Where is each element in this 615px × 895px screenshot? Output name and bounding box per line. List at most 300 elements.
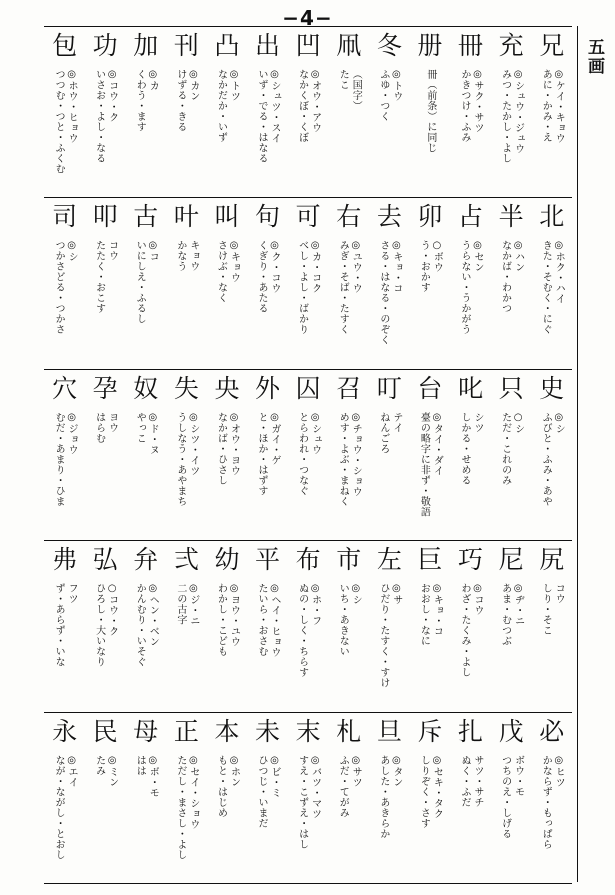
kanji-character: 本 (214, 716, 240, 746)
kanji-entry (328, 370, 369, 540)
reading-text: ◎キョウ (228, 240, 240, 284)
reading-text: べし・よし・ばかり (296, 240, 308, 335)
kanji-entry (450, 370, 491, 540)
reading-text: ◎コウ (472, 583, 484, 616)
reading-text: （国字） (350, 69, 362, 111)
kanji-character: 弍 (173, 545, 199, 575)
kanji-entry (288, 198, 329, 368)
kanji-character: 平 (255, 545, 281, 575)
kanji-character: 右 (336, 202, 362, 232)
kanji-entry (247, 370, 288, 540)
reading-text: ◎コ (147, 240, 159, 263)
kanji-entry (410, 370, 451, 540)
reading-text: ◎ヒツ (553, 754, 565, 788)
reading-text: ◎セキ・タク (431, 754, 443, 819)
kanji-readings (214, 412, 239, 486)
reading-text: いち・あきない (337, 583, 349, 657)
reading-text: みぎ・そば・たすく (337, 240, 349, 335)
kanji-entry (247, 713, 288, 883)
reading-text: ひろし・大いなり (93, 583, 105, 668)
reading-text: ◎トウ (390, 69, 402, 102)
kanji-entry (491, 27, 532, 197)
reading-text: ふびと・ふみ・あや (540, 411, 552, 507)
kanji-readings (52, 240, 77, 335)
reading-text: ◎ホウ・ヒョウ (66, 69, 78, 144)
kanji-entry (85, 27, 126, 197)
kanji-readings (296, 583, 321, 678)
kanji-character: 叮 (376, 373, 402, 403)
reading-text: やっこ (134, 411, 146, 444)
kanji-entry (288, 27, 329, 197)
kanji-readings (458, 583, 483, 678)
reading-text: さる・はなる・のぞく (377, 240, 389, 346)
reading-text: つかさどる・つかさ (53, 240, 65, 335)
kanji-entry (531, 370, 572, 540)
table-row (44, 197, 572, 368)
kanji-entry (85, 713, 126, 883)
reading-text: ◎カン (187, 69, 199, 102)
kanji-entry (85, 198, 126, 368)
kanji-character: 未 (255, 716, 281, 746)
kanji-readings (377, 412, 402, 454)
kanji-readings (255, 69, 280, 164)
reading-text: ひつじ・いまだ (256, 754, 268, 829)
kanji-character: 扎 (458, 716, 484, 746)
kanji-readings (93, 69, 118, 164)
reading-text: ◎シ (66, 240, 78, 263)
kanji-readings (174, 69, 199, 132)
kanji-character: 凹 (295, 31, 321, 60)
reading-text: ◎オウ・アウ (309, 69, 321, 133)
reading-text: ◎サツ (350, 754, 362, 788)
kanji-character: 旦 (376, 716, 402, 746)
reading-text: ◎サク・サツ (472, 69, 484, 133)
reading-text: ◎シツ・イツ (187, 411, 199, 476)
reading-text: ◎ユウ・ウ (350, 240, 362, 294)
reading-text: なかだか・いず (215, 69, 227, 143)
reading-text: いず・でる・はなる (256, 69, 268, 164)
reading-text: ◎ミン (106, 754, 118, 788)
kanji-entry (207, 27, 248, 197)
kanji-character: 占 (458, 202, 484, 232)
kanji-readings (458, 69, 483, 143)
kanji-character: 左 (376, 545, 402, 575)
kanji-entry (369, 541, 410, 711)
kanji-character: 央 (214, 373, 240, 403)
kanji-readings (499, 69, 524, 164)
reading-text: たたく・おこす (93, 240, 105, 314)
kanji-character: 史 (539, 373, 565, 403)
reading-text: たみ (93, 754, 105, 776)
kanji-readings (214, 240, 239, 303)
kanji-entry (288, 713, 329, 883)
reading-text: たこ (337, 69, 349, 90)
reading-text: ○シ (512, 411, 524, 434)
reading-text: くぎり・あたる (256, 240, 268, 314)
kanji-character: 功 (92, 31, 118, 60)
kanji-entry (247, 27, 288, 197)
reading-text: みつ・たかし・よし (499, 69, 511, 164)
kanji-readings (458, 755, 483, 808)
reading-text: ◎ボ・モ (147, 754, 159, 798)
kanji-readings (296, 412, 321, 496)
kanji-readings (417, 583, 442, 646)
kanji-readings (214, 69, 239, 143)
kanji-entry (166, 541, 207, 711)
page-number: −4− (282, 6, 333, 30)
kanji-readings (336, 755, 361, 818)
reading-text: ◎コウ・ク (106, 69, 118, 123)
kanji-entry (125, 370, 166, 540)
kanji-character: 正 (173, 716, 199, 746)
reading-text: ふゆ・つく (377, 69, 389, 122)
reading-text: ただ・これのみ (499, 411, 511, 486)
reading-text: ◎キョ・コ (390, 240, 402, 294)
reading-text: テイ (390, 411, 402, 433)
kanji-entry (44, 198, 85, 368)
kanji-character: 册 (417, 31, 443, 60)
kanji-character: 戊 (498, 716, 524, 746)
kanji-character: 刊 (173, 31, 199, 60)
reading-text: ◎ハン (512, 240, 524, 273)
reading-text: しかる・せめる (459, 411, 471, 486)
reading-text: あした・あきらか (377, 754, 389, 839)
reading-text: ◎ガイ・ゲ (269, 411, 281, 466)
reading-text: ◎ジ・ニ (187, 583, 199, 627)
reading-text: あま・むつぶ (499, 583, 511, 647)
section-label: 五画 (584, 38, 604, 76)
reading-text: いさお・よし・なる (93, 69, 105, 164)
reading-text: ◎ヘン・ベン (147, 583, 159, 648)
reading-text: ねんごろ (377, 411, 389, 454)
reading-text: ◎エイ (66, 754, 78, 788)
kanji-readings (52, 583, 77, 667)
kanji-readings (539, 240, 564, 335)
kanji-character: 凧 (336, 31, 362, 60)
reading-text: わかし・こども (215, 583, 227, 657)
kanji-readings (458, 240, 483, 335)
reading-text: コウ (106, 240, 118, 262)
kanji-entry (491, 198, 532, 368)
kanji-readings (539, 69, 564, 144)
kanji-readings (296, 69, 321, 143)
kanji-character: 兄 (539, 31, 565, 60)
kanji-readings (539, 755, 564, 850)
reading-text: おおし・なに (418, 583, 430, 647)
reading-text: ◎ビ・ミ (269, 754, 281, 798)
kanji-entry (450, 198, 491, 368)
reading-text: かんむり・いそぐ (134, 583, 146, 668)
reading-text: キョウ (187, 240, 199, 272)
kanji-character: 叫 (214, 202, 240, 232)
kanji-character: 母 (133, 716, 159, 746)
kanji-character: 斥 (417, 716, 443, 746)
kanji-entry (328, 541, 369, 711)
kanji-character: 句 (255, 202, 281, 232)
kanji-entry (125, 713, 166, 883)
reading-text: ◎タン (390, 754, 402, 788)
reading-text: なが・ながし・とおし (53, 754, 65, 860)
reading-text: ◎ク・コウ (269, 240, 281, 294)
kanji-entry (288, 370, 329, 540)
kanji-entry (328, 27, 369, 197)
reading-text: ◎キョ・コ (431, 583, 443, 637)
reading-text: ◎ホ・フ (309, 583, 321, 627)
reading-text: めす・よぶ・まねく (337, 411, 349, 507)
kanji-readings (52, 412, 77, 507)
kanji-readings (296, 755, 321, 850)
kanji-character: 永 (52, 716, 78, 746)
kanji-readings (336, 69, 361, 111)
reading-text: う・おかす (418, 240, 430, 293)
kanji-character: 凸 (214, 31, 240, 60)
kanji-character: 失 (173, 373, 199, 403)
kanji-entry (44, 541, 85, 711)
reading-text: ◎タイ・ダイ (431, 411, 443, 476)
reading-text: ◎ヘイ・ヒョウ (269, 583, 281, 658)
reading-text: くわう・ます (134, 69, 146, 132)
kanji-entry (166, 198, 207, 368)
kanji-character: 召 (336, 373, 362, 403)
kanji-entry (288, 541, 329, 711)
kanji-entry (166, 27, 207, 197)
kanji-entry (369, 713, 410, 883)
reading-text: ぬく・ふだ (459, 754, 471, 808)
kanji-character: 台 (417, 373, 443, 403)
kanji-entry (369, 198, 410, 368)
kanji-readings (377, 755, 402, 839)
kanji-readings (174, 755, 199, 860)
reading-text: ◎バツ・マツ (309, 754, 321, 819)
kanji-character: 孕 (92, 373, 118, 403)
kanji-readings (417, 240, 442, 293)
kanji-readings (336, 412, 361, 507)
reading-text: ◎オウ・ヨウ (228, 411, 240, 476)
reading-text: ぬの・しく・ちらす (296, 583, 308, 678)
reading-text: ◎ジョウ (66, 411, 78, 455)
kanji-entry (410, 198, 451, 368)
reading-text: うらない・うかがう (459, 240, 471, 335)
kanji-entry (125, 198, 166, 368)
kanji-character: 末 (295, 716, 321, 746)
kanji-entry (450, 713, 491, 883)
reading-text: と・ほか・はずす (256, 411, 268, 496)
reading-text: けずる・きる (174, 69, 186, 132)
kanji-readings (424, 69, 436, 153)
reading-text: ◎ヨウ・ユウ (228, 583, 240, 648)
kanji-character: 幼 (214, 545, 240, 575)
kanji-character: 外 (255, 373, 281, 403)
kanji-character: 出 (255, 31, 281, 60)
reading-text: サツ・サチ (472, 754, 484, 808)
kanji-readings (174, 583, 199, 626)
kanji-table (44, 26, 572, 884)
reading-text: あに・かみ・え (540, 69, 552, 143)
kanji-entry (531, 27, 572, 197)
kanji-entry (207, 541, 248, 711)
reading-text: なかくぼ・くぼ (296, 69, 308, 143)
table-row (44, 712, 572, 883)
kanji-readings (214, 755, 239, 818)
reading-text: とらわれ・つなぐ (296, 411, 308, 496)
kanji-readings (255, 755, 280, 829)
table-row (44, 27, 572, 197)
reading-text: ◎ヂ・ニ (512, 583, 524, 627)
kanji-character: 巨 (417, 545, 443, 575)
kanji-character: 市 (336, 545, 362, 575)
reading-text: 二の古字 (174, 583, 186, 626)
kanji-readings (93, 412, 118, 444)
reading-text: ◎シュウ・ジュウ (512, 69, 524, 154)
reading-text: たいら・おさむ (256, 583, 268, 657)
reading-text: ◎トツ (228, 69, 240, 102)
kanji-character: 只 (498, 373, 524, 403)
kanji-character: 必 (539, 716, 565, 746)
kanji-character: 半 (498, 202, 524, 232)
kanji-readings (499, 755, 524, 839)
kanji-readings (133, 755, 158, 798)
kanji-entry (44, 370, 85, 540)
kanji-character: 包 (52, 31, 78, 60)
kanji-entry (531, 541, 572, 711)
kanji-readings (417, 412, 442, 517)
reading-text: かならず・もっぱら (540, 754, 552, 850)
reading-text: ふだ・てがみ (337, 754, 349, 818)
kanji-character: 叱 (458, 373, 484, 403)
kanji-readings (93, 240, 118, 314)
kanji-entry (531, 713, 572, 883)
kanji-readings (93, 583, 118, 667)
kanji-readings (214, 583, 239, 657)
kanji-character: 冊 (458, 31, 484, 60)
kanji-character: 加 (133, 31, 159, 60)
reading-text: 臺の略字に非ず・敬語 (418, 411, 430, 517)
kanji-entry (491, 713, 532, 883)
kanji-entry (44, 27, 85, 197)
kanji-entry (44, 713, 85, 883)
kanji-entry (328, 713, 369, 883)
reading-text: 冊（前条）に同じ (424, 69, 436, 153)
kanji-entry (247, 198, 288, 368)
kanji-readings (52, 69, 77, 174)
kanji-readings (133, 412, 158, 455)
reading-text: ◎ケイ・キョウ (553, 69, 565, 144)
kanji-character: 布 (295, 545, 321, 575)
kanji-character: 尼 (498, 545, 524, 575)
reading-text: つつむ・つと・ふくむ (53, 69, 65, 174)
reading-text: ◎シ (350, 583, 362, 606)
kanji-readings (377, 240, 402, 345)
kanji-readings (174, 240, 199, 272)
kanji-readings (133, 240, 158, 324)
reading-text: さけぶ・なく (215, 240, 227, 304)
kanji-entry (491, 541, 532, 711)
reading-text: はらむ (93, 411, 105, 444)
reading-text: かきつけ・ふみ (459, 69, 471, 143)
kanji-entry (369, 370, 410, 540)
kanji-entry (207, 198, 248, 368)
kanji-entry (85, 370, 126, 540)
kanji-character: 弘 (92, 545, 118, 575)
kanji-entry (450, 541, 491, 711)
kanji-character: 北 (539, 202, 565, 232)
kanji-readings (336, 583, 361, 657)
reading-text: ず・あらず・いな (53, 583, 65, 668)
kanji-readings (52, 755, 77, 860)
kanji-entry (207, 370, 248, 540)
reading-text: フツ (66, 583, 78, 605)
kanji-character: 古 (133, 202, 159, 232)
kanji-character: 卯 (417, 202, 443, 232)
reading-text: はは (134, 754, 146, 776)
kanji-entry (410, 713, 451, 883)
kanji-entry (491, 370, 532, 540)
kanji-character: 可 (295, 202, 321, 232)
reading-text: ◎ホク・ハイ (553, 240, 565, 305)
kanji-readings (255, 412, 280, 496)
kanji-entry (207, 713, 248, 883)
kanji-entry (410, 27, 451, 197)
kanji-readings (133, 69, 158, 132)
kanji-character: 尻 (539, 545, 565, 575)
reading-text: わざ・たくみ・よし (459, 583, 471, 678)
kanji-character: 札 (336, 716, 362, 746)
kanji-readings (133, 583, 158, 667)
reading-text: ◎シ (553, 411, 565, 434)
reading-text: むだ・あまり・ひま (53, 411, 65, 507)
kanji-entry (166, 370, 207, 540)
kanji-readings (174, 412, 199, 507)
kanji-entry (85, 541, 126, 711)
kanji-readings (377, 583, 402, 688)
reading-text: ヨウ (106, 411, 118, 433)
kanji-entry (125, 541, 166, 711)
kanji-character: 巧 (458, 545, 484, 575)
kanji-readings (499, 583, 524, 646)
reading-text: ○コウ・ク (106, 583, 118, 637)
kanji-readings (255, 240, 280, 314)
reading-text: ○ボウ (431, 240, 443, 273)
reading-text: シツ (472, 411, 484, 433)
kanji-readings (255, 583, 280, 658)
kanji-character: 民 (92, 716, 118, 746)
kanji-readings (499, 240, 524, 314)
kanji-character: 奴 (133, 373, 159, 403)
reading-text: ◎チョウ・ショウ (350, 411, 362, 497)
kanji-entry (410, 541, 451, 711)
reading-text: きた・そむく・にぐ (540, 240, 552, 335)
reading-text: ひだり・たすく・すけ (377, 583, 389, 689)
reading-text: コウ (553, 583, 565, 605)
reading-text: かなう (174, 240, 186, 272)
kanji-character: 充 (498, 31, 524, 60)
kanji-entry (328, 198, 369, 368)
kanji-character: 去 (376, 202, 402, 232)
reading-text: しり・そこ (540, 583, 552, 636)
reading-text: なかば・わかつ (499, 240, 511, 314)
reading-text: ◎ド・ヌ (147, 411, 159, 455)
reading-text: ◎サ (390, 583, 402, 606)
reading-text: ◎セイ・ショウ (187, 754, 199, 830)
reading-text: しりぞく・さす (418, 754, 430, 829)
kanji-entry (531, 198, 572, 368)
kanji-entry (166, 713, 207, 883)
kanji-entry (450, 27, 491, 197)
reading-text: ◎ホン (228, 754, 240, 788)
reading-text: ◎カ (147, 69, 159, 91)
kanji-readings (499, 412, 524, 486)
reading-text: いにしえ・ふるし (134, 240, 146, 325)
